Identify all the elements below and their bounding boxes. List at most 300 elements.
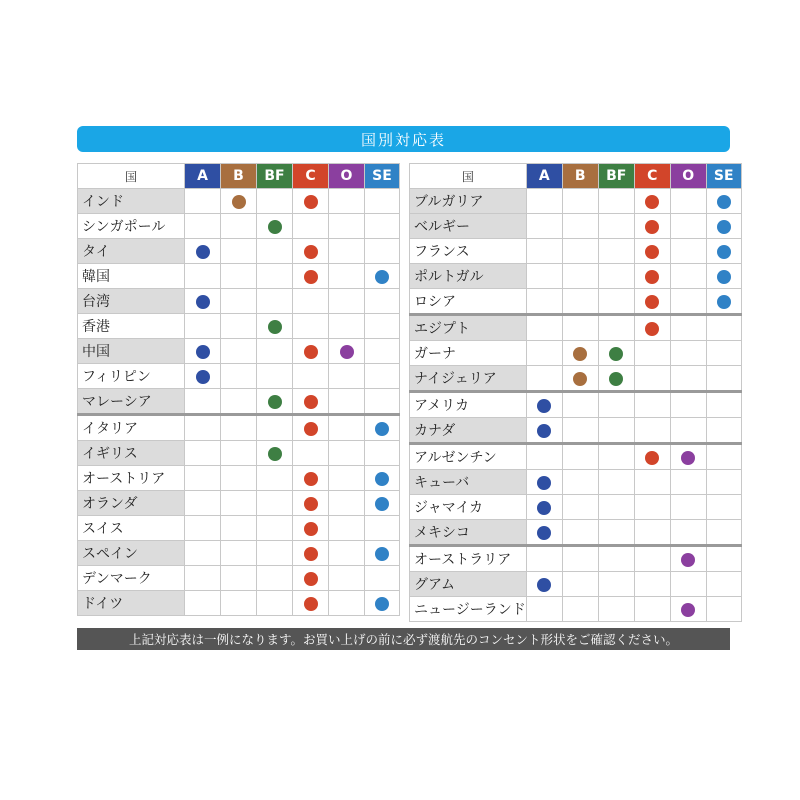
- table-row: [410, 546, 742, 572]
- country-name: フランス: [410, 239, 527, 264]
- plug-cell-se: [365, 591, 400, 616]
- plug-cell-c: [293, 491, 329, 516]
- plug-cell-o: [670, 470, 706, 495]
- plug-cell-se: [706, 315, 741, 341]
- compatibility-dot-icon: [268, 320, 282, 334]
- compatibility-dot-icon: [304, 597, 318, 611]
- table-row: [410, 470, 742, 495]
- plug-cell-c: [634, 366, 670, 392]
- country-name: オーストラリア: [410, 546, 527, 572]
- plug-cell-b: [562, 520, 598, 546]
- compatibility-dot-icon: [537, 578, 551, 592]
- plug-cell-a: [185, 491, 221, 516]
- plug-cell-a: [526, 572, 562, 597]
- plug-type-header-se: SE: [706, 164, 741, 189]
- table-row: [410, 341, 742, 366]
- plug-cell-b: [562, 341, 598, 366]
- plug-cell-a: [526, 341, 562, 366]
- plug-type-header-o: O: [329, 164, 365, 189]
- plug-cell-c: [293, 289, 329, 314]
- plug-cell-o: [670, 289, 706, 315]
- plug-type-header-b: B: [221, 164, 257, 189]
- compatibility-dot-icon: [304, 245, 318, 259]
- plug-cell-a: [526, 189, 562, 214]
- compatibility-dot-icon: [645, 245, 659, 259]
- table-row: [78, 339, 400, 364]
- country-name: ガーナ: [410, 341, 527, 366]
- plug-cell-a: [185, 264, 221, 289]
- plug-cell-c: [634, 470, 670, 495]
- plug-cell-o: [670, 392, 706, 418]
- plug-cell-a: [185, 389, 221, 415]
- plug-cell-bf: [257, 491, 293, 516]
- plug-cell-o: [670, 520, 706, 546]
- plug-cell-se: [365, 441, 400, 466]
- plug-cell-c: [293, 339, 329, 364]
- table-row: [78, 541, 400, 566]
- compatibility-dot-icon: [537, 424, 551, 438]
- plug-cell-b: [562, 189, 598, 214]
- plug-cell-o: [329, 264, 365, 289]
- compatibility-dot-icon: [196, 245, 210, 259]
- compatibility-dot-icon: [717, 195, 731, 209]
- plug-cell-o: [329, 339, 365, 364]
- plug-cell-o: [329, 239, 365, 264]
- plug-cell-bf: [257, 189, 293, 214]
- table-row: [410, 366, 742, 392]
- plug-cell-a: [185, 566, 221, 591]
- plug-cell-c: [634, 264, 670, 289]
- plug-cell-o: [329, 214, 365, 239]
- compatibility-dot-icon: [304, 422, 318, 436]
- plug-cell-a: [526, 470, 562, 495]
- table-row: [78, 214, 400, 239]
- plug-cell-o: [670, 572, 706, 597]
- country-name: ロシア: [410, 289, 527, 315]
- table-row: [410, 572, 742, 597]
- plug-cell-a: [185, 364, 221, 389]
- plug-cell-bf: [257, 214, 293, 239]
- plug-cell-c: [293, 591, 329, 616]
- plug-cell-b: [562, 315, 598, 341]
- compatibility-dot-icon: [375, 422, 389, 436]
- compatibility-dot-icon: [717, 245, 731, 259]
- plug-cell-bf: [257, 415, 293, 441]
- compatibility-dot-icon: [196, 295, 210, 309]
- plug-cell-bf: [598, 315, 634, 341]
- plug-cell-o: [329, 516, 365, 541]
- table-row: [78, 364, 400, 389]
- plug-cell-c: [634, 572, 670, 597]
- plug-cell-b: [221, 541, 257, 566]
- plug-cell-bf: [257, 364, 293, 389]
- plug-cell-o: [329, 591, 365, 616]
- table-row: [410, 315, 742, 341]
- plug-cell-c: [293, 441, 329, 466]
- plug-cell-o: [329, 566, 365, 591]
- plug-type-header-o: O: [670, 164, 706, 189]
- plug-cell-bf: [257, 591, 293, 616]
- plug-cell-a: [185, 441, 221, 466]
- header-row: [78, 164, 400, 189]
- plug-cell-b: [221, 566, 257, 591]
- country-name: スペイン: [78, 541, 185, 566]
- plug-type-header-bf: BF: [257, 164, 293, 189]
- plug-cell-bf: [598, 418, 634, 444]
- compatibility-dot-icon: [681, 603, 695, 617]
- plug-cell-a: [185, 289, 221, 314]
- plug-cell-b: [562, 470, 598, 495]
- country-name: 韓国: [78, 264, 185, 289]
- plug-cell-bf: [257, 264, 293, 289]
- plug-type-header-c: C: [293, 164, 329, 189]
- plug-cell-b: [221, 415, 257, 441]
- plug-cell-b: [221, 264, 257, 289]
- plug-cell-o: [329, 441, 365, 466]
- plug-cell-c: [634, 520, 670, 546]
- table-row: [78, 314, 400, 339]
- plug-cell-a: [185, 466, 221, 491]
- country-name: ブルガリア: [410, 189, 527, 214]
- plug-cell-c: [293, 389, 329, 415]
- table-row: [78, 239, 400, 264]
- plug-cell-se: [706, 392, 741, 418]
- plug-cell-o: [670, 214, 706, 239]
- compatibility-dot-icon: [268, 220, 282, 234]
- table-row: [410, 264, 742, 289]
- plug-cell-b: [221, 516, 257, 541]
- plug-cell-b: [221, 441, 257, 466]
- plug-cell-se: [706, 444, 741, 470]
- plug-cell-c: [293, 314, 329, 339]
- country-name: イタリア: [78, 415, 185, 441]
- plug-cell-se: [706, 341, 741, 366]
- plug-cell-c: [634, 189, 670, 214]
- plug-cell-a: [526, 239, 562, 264]
- plug-cell-bf: [598, 189, 634, 214]
- compatibility-dot-icon: [717, 270, 731, 284]
- compatibility-dot-icon: [717, 220, 731, 234]
- plug-cell-c: [634, 392, 670, 418]
- plug-cell-se: [706, 239, 741, 264]
- plug-cell-b: [221, 314, 257, 339]
- plug-cell-bf: [598, 289, 634, 315]
- plug-cell-bf: [257, 566, 293, 591]
- plug-cell-c: [293, 466, 329, 491]
- plug-cell-bf: [598, 597, 634, 622]
- compatibility-dot-icon: [375, 472, 389, 486]
- table-row: [410, 189, 742, 214]
- plug-cell-b: [562, 495, 598, 520]
- table-row: [78, 189, 400, 214]
- plug-cell-c: [634, 341, 670, 366]
- plug-cell-c: [634, 546, 670, 572]
- plug-cell-bf: [598, 392, 634, 418]
- plug-cell-b: [562, 392, 598, 418]
- plug-cell-se: [365, 566, 400, 591]
- plug-cell-b: [221, 339, 257, 364]
- country-name: ジャマイカ: [410, 495, 527, 520]
- plug-cell-b: [562, 289, 598, 315]
- plug-cell-b: [562, 366, 598, 392]
- plug-type-header-bf: BF: [598, 164, 634, 189]
- plug-cell-b: [221, 239, 257, 264]
- plug-cell-o: [670, 418, 706, 444]
- plug-cell-se: [365, 541, 400, 566]
- compatibility-dot-icon: [645, 270, 659, 284]
- plug-cell-bf: [598, 495, 634, 520]
- plug-cell-o: [670, 546, 706, 572]
- plug-table-right: [409, 163, 742, 622]
- plug-cell-se: [365, 364, 400, 389]
- compatibility-dot-icon: [609, 372, 623, 386]
- plug-cell-c: [634, 289, 670, 315]
- plug-cell-c: [293, 214, 329, 239]
- compatibility-dot-icon: [196, 370, 210, 384]
- plug-cell-bf: [598, 444, 634, 470]
- plug-cell-se: [365, 239, 400, 264]
- table-row: [78, 389, 400, 415]
- country-name: カナダ: [410, 418, 527, 444]
- country-name: ドイツ: [78, 591, 185, 616]
- plug-cell-b: [562, 214, 598, 239]
- plug-cell-c: [293, 415, 329, 441]
- compatibility-dot-icon: [609, 347, 623, 361]
- plug-cell-a: [526, 597, 562, 622]
- plug-type-header-a: A: [185, 164, 221, 189]
- plug-cell-se: [365, 264, 400, 289]
- compatibility-dot-icon: [304, 195, 318, 209]
- table-row: [410, 289, 742, 315]
- plug-cell-b: [562, 597, 598, 622]
- country-name: 台湾: [78, 289, 185, 314]
- plug-cell-b: [221, 189, 257, 214]
- compatibility-dot-icon: [681, 451, 695, 465]
- plug-cell-o: [329, 389, 365, 415]
- plug-cell-se: [365, 289, 400, 314]
- plug-cell-se: [365, 314, 400, 339]
- plug-cell-b: [562, 239, 598, 264]
- plug-cell-b: [221, 389, 257, 415]
- table-row: [410, 418, 742, 444]
- plug-cell-bf: [257, 389, 293, 415]
- plug-cell-b: [562, 444, 598, 470]
- plug-cell-b: [221, 591, 257, 616]
- plug-cell-se: [706, 214, 741, 239]
- compatibility-dot-icon: [304, 395, 318, 409]
- plug-cell-bf: [257, 466, 293, 491]
- table-row: [78, 264, 400, 289]
- plug-cell-bf: [598, 470, 634, 495]
- plug-cell-o: [329, 541, 365, 566]
- plug-cell-a: [185, 314, 221, 339]
- plug-cell-b: [562, 572, 598, 597]
- plug-cell-bf: [598, 214, 634, 239]
- country-name: アルゼンチン: [410, 444, 527, 470]
- table-row: [78, 566, 400, 591]
- plug-cell-a: [526, 444, 562, 470]
- country-name: フィリピン: [78, 364, 185, 389]
- plug-cell-o: [670, 239, 706, 264]
- disclaimer-note: 上記対応表は一例になります。お買い上げの前に必ず渡航先のコンセント形状をご確認ください。: [77, 628, 730, 650]
- compatibility-dot-icon: [573, 347, 587, 361]
- compatibility-dot-icon: [268, 395, 282, 409]
- table-row: [410, 214, 742, 239]
- plug-cell-a: [526, 418, 562, 444]
- country-name: スイス: [78, 516, 185, 541]
- compatibility-dot-icon: [645, 322, 659, 336]
- plug-cell-bf: [598, 520, 634, 546]
- plug-cell-a: [526, 366, 562, 392]
- plug-cell-b: [562, 418, 598, 444]
- plug-cell-c: [293, 566, 329, 591]
- country-name: メキシコ: [410, 520, 527, 546]
- compatibility-dot-icon: [375, 497, 389, 511]
- plug-cell-o: [670, 189, 706, 214]
- plug-cell-bf: [598, 341, 634, 366]
- plug-cell-b: [221, 214, 257, 239]
- plug-cell-se: [365, 389, 400, 415]
- compatibility-dot-icon: [375, 270, 389, 284]
- plug-cell-b: [221, 466, 257, 491]
- compatibility-dot-icon: [232, 195, 246, 209]
- plug-cell-c: [634, 418, 670, 444]
- plug-cell-o: [329, 314, 365, 339]
- plug-cell-se: [365, 189, 400, 214]
- plug-cell-se: [365, 339, 400, 364]
- plug-cell-se: [365, 491, 400, 516]
- plug-cell-o: [670, 495, 706, 520]
- compatibility-dot-icon: [304, 270, 318, 284]
- compatibility-dot-icon: [304, 572, 318, 586]
- plug-cell-c: [293, 264, 329, 289]
- plug-cell-b: [221, 491, 257, 516]
- country-column-header: 国: [410, 164, 527, 189]
- plug-cell-a: [526, 392, 562, 418]
- country-name: マレーシア: [78, 389, 185, 415]
- plug-cell-a: [526, 546, 562, 572]
- country-name: グアム: [410, 572, 527, 597]
- country-name: ナイジェリア: [410, 366, 527, 392]
- compatibility-dot-icon: [304, 522, 318, 536]
- plug-cell-bf: [257, 441, 293, 466]
- table-row: [410, 444, 742, 470]
- plug-cell-bf: [257, 314, 293, 339]
- plug-cell-c: [634, 495, 670, 520]
- plug-cell-se: [706, 546, 741, 572]
- table-row: [78, 289, 400, 314]
- plug-cell-se: [706, 289, 741, 315]
- plug-type-header-a: A: [526, 164, 562, 189]
- plug-cell-se: [706, 264, 741, 289]
- table-row: [78, 415, 400, 441]
- plug-cell-a: [185, 591, 221, 616]
- plug-cell-a: [526, 214, 562, 239]
- plug-cell-o: [670, 315, 706, 341]
- plug-cell-se: [706, 366, 741, 392]
- compatibility-dot-icon: [196, 345, 210, 359]
- plug-cell-o: [329, 364, 365, 389]
- plug-cell-o: [670, 597, 706, 622]
- country-name: エジプト: [410, 315, 527, 341]
- plug-cell-bf: [598, 572, 634, 597]
- compatibility-dot-icon: [537, 501, 551, 515]
- plug-cell-c: [634, 214, 670, 239]
- plug-cell-a: [185, 339, 221, 364]
- plug-type-header-se: SE: [365, 164, 400, 189]
- plug-cell-se: [706, 470, 741, 495]
- country-name: インド: [78, 189, 185, 214]
- compatibility-dot-icon: [573, 372, 587, 386]
- header-row: [410, 164, 742, 189]
- country-name: アメリカ: [410, 392, 527, 418]
- compatibility-dot-icon: [537, 399, 551, 413]
- plug-cell-bf: [257, 239, 293, 264]
- plug-cell-o: [329, 491, 365, 516]
- plug-cell-o: [670, 341, 706, 366]
- compatibility-dot-icon: [537, 526, 551, 540]
- compatibility-dot-icon: [645, 295, 659, 309]
- table-title: 国別対応表: [77, 126, 730, 152]
- plug-cell-b: [221, 289, 257, 314]
- plug-cell-a: [185, 189, 221, 214]
- table-row: [410, 239, 742, 264]
- table-row: [410, 520, 742, 546]
- country-name: 香港: [78, 314, 185, 339]
- plug-cell-c: [293, 239, 329, 264]
- plug-cell-se: [365, 466, 400, 491]
- table-row: [78, 441, 400, 466]
- plug-cell-se: [706, 572, 741, 597]
- plug-cell-b: [562, 546, 598, 572]
- plug-cell-c: [293, 516, 329, 541]
- compatibility-dot-icon: [268, 447, 282, 461]
- plug-cell-a: [185, 541, 221, 566]
- table-row: [410, 392, 742, 418]
- plug-cell-o: [329, 415, 365, 441]
- compatibility-dot-icon: [340, 345, 354, 359]
- compatibility-dot-icon: [304, 345, 318, 359]
- plug-cell-c: [634, 597, 670, 622]
- compatibility-dot-icon: [717, 295, 731, 309]
- country-name: タイ: [78, 239, 185, 264]
- compatibility-dot-icon: [375, 547, 389, 561]
- plug-cell-o: [670, 444, 706, 470]
- plug-table-left: [77, 163, 400, 616]
- plug-cell-c: [634, 239, 670, 264]
- plug-cell-a: [185, 214, 221, 239]
- country-name: ポルトガル: [410, 264, 527, 289]
- country-name: シンガポール: [78, 214, 185, 239]
- plug-cell-a: [526, 495, 562, 520]
- table-row: [78, 466, 400, 491]
- country-column-header: 国: [78, 164, 185, 189]
- country-name: ベルギー: [410, 214, 527, 239]
- plug-cell-c: [634, 315, 670, 341]
- plug-cell-bf: [598, 366, 634, 392]
- plug-cell-o: [329, 189, 365, 214]
- plug-cell-se: [706, 495, 741, 520]
- plug-cell-o: [329, 466, 365, 491]
- compatibility-dot-icon: [304, 547, 318, 561]
- table-row: [78, 591, 400, 616]
- plug-cell-a: [526, 289, 562, 315]
- plug-cell-bf: [257, 289, 293, 314]
- compatibility-dot-icon: [375, 597, 389, 611]
- plug-cell-se: [706, 597, 741, 622]
- compatibility-dot-icon: [304, 472, 318, 486]
- plug-cell-se: [365, 214, 400, 239]
